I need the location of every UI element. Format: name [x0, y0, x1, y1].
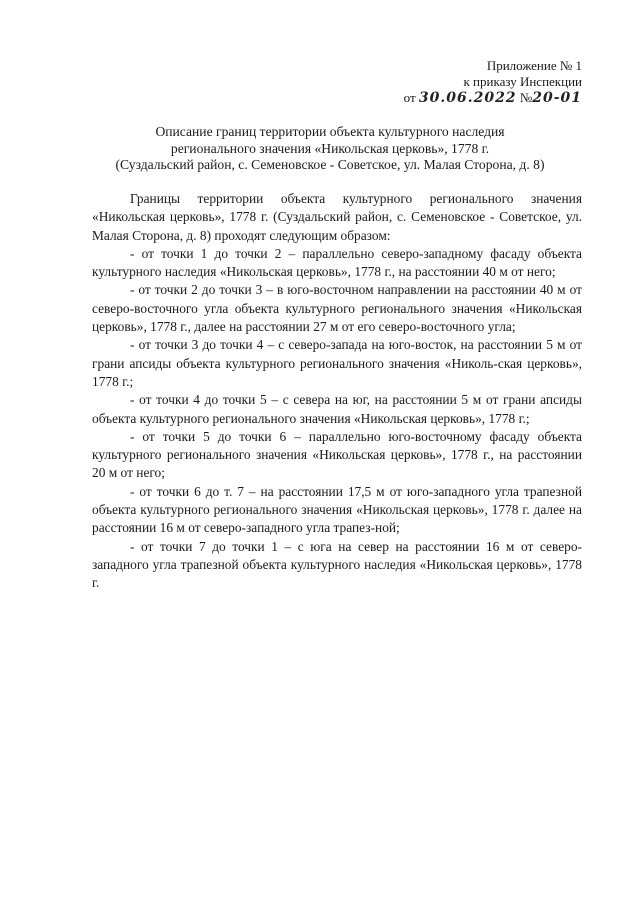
title-line-1: Описание границ территории объекта культурного наследия — [155, 124, 505, 139]
handwritten-date: 30.06.2022 — [418, 90, 517, 106]
boundary-item-6: - от точки 6 до т. 7 – на расстоянии 17,5 м от юго-западного угла трапезной объекта культурного регионального значения «Никольская церковь», 1778 г. далее на расстоянии 16 м от северо-западного угла трапез-ной; — [92, 483, 582, 536]
appendix-label: Приложение № 1 — [486, 58, 582, 73]
document-title — [60, 124, 600, 174]
boundary-item-5: - от точки 5 до точки 6 – параллельно юго-восточному фасаду объекта культурного регионального значения «Никольская церковь», 1778 г., на расстоянии 20 м от него; — [92, 428, 582, 481]
boundary-item-2: - от точки 2 до точки 3 – в юго-восточном направлении на расстоянии 40 м от северо-восточного угла объекта культурного регионального значения «Никольская церковь», 1778 г., далее на расстоянии 27 м от его северо-восточного угла; — [92, 282, 582, 335]
order-reference: к приказу Инспекции — [463, 74, 582, 89]
handwritten-number: 20-01 — [532, 90, 582, 106]
boundary-item-3: - от точки 3 до точки 4 – с северо-запада на юго-восток, на расстоянии 5 м от грани апсиды объекта культурного регионального значения «Николь-ская церковь», 1778 г.; — [92, 337, 582, 389]
date-prefix: от — [403, 90, 416, 105]
title-line-2: регионального значения «Никольская церковь», 1778 г. — [170, 140, 490, 156]
number-prefix: № — [519, 90, 533, 105]
title-line-3: (Суздальский район, с. Семеновское - Советское, ул. Малая Сторона, д. 8) — [115, 157, 545, 172]
appendix-header — [404, 58, 582, 106]
boundary-item-1: - от точки 1 до точки 2 – параллельно северо-западному фасаду объекта культурного наследия «Никольская церковь», 1778 г., на расстоянии 40 м от него; — [92, 245, 582, 280]
order-date-number — [404, 90, 582, 106]
boundary-item-7: - от точки 7 до точки 1 – с юга на север на расстоянии 16 м от северо-западного угла трапезной объекта культурного наследия «Никольская церковь», 1778 г. — [92, 538, 582, 591]
intro-paragraph: Границы территории объекта культурного регионального значения «Никольская церковь», 1778 г. (Суздальский район, с. Семеновское - Советское, ул. Малая Сторона, д. 8) проходят следующим образом: — [92, 191, 582, 243]
document-body — [92, 190, 582, 593]
boundary-item-4: - от точки 4 до точки 5 – с севера на юг, на расстоянии 5 м от грани апсиды объекта культурного регионального значения «Никольская церковь», 1778 г.; — [92, 392, 582, 426]
